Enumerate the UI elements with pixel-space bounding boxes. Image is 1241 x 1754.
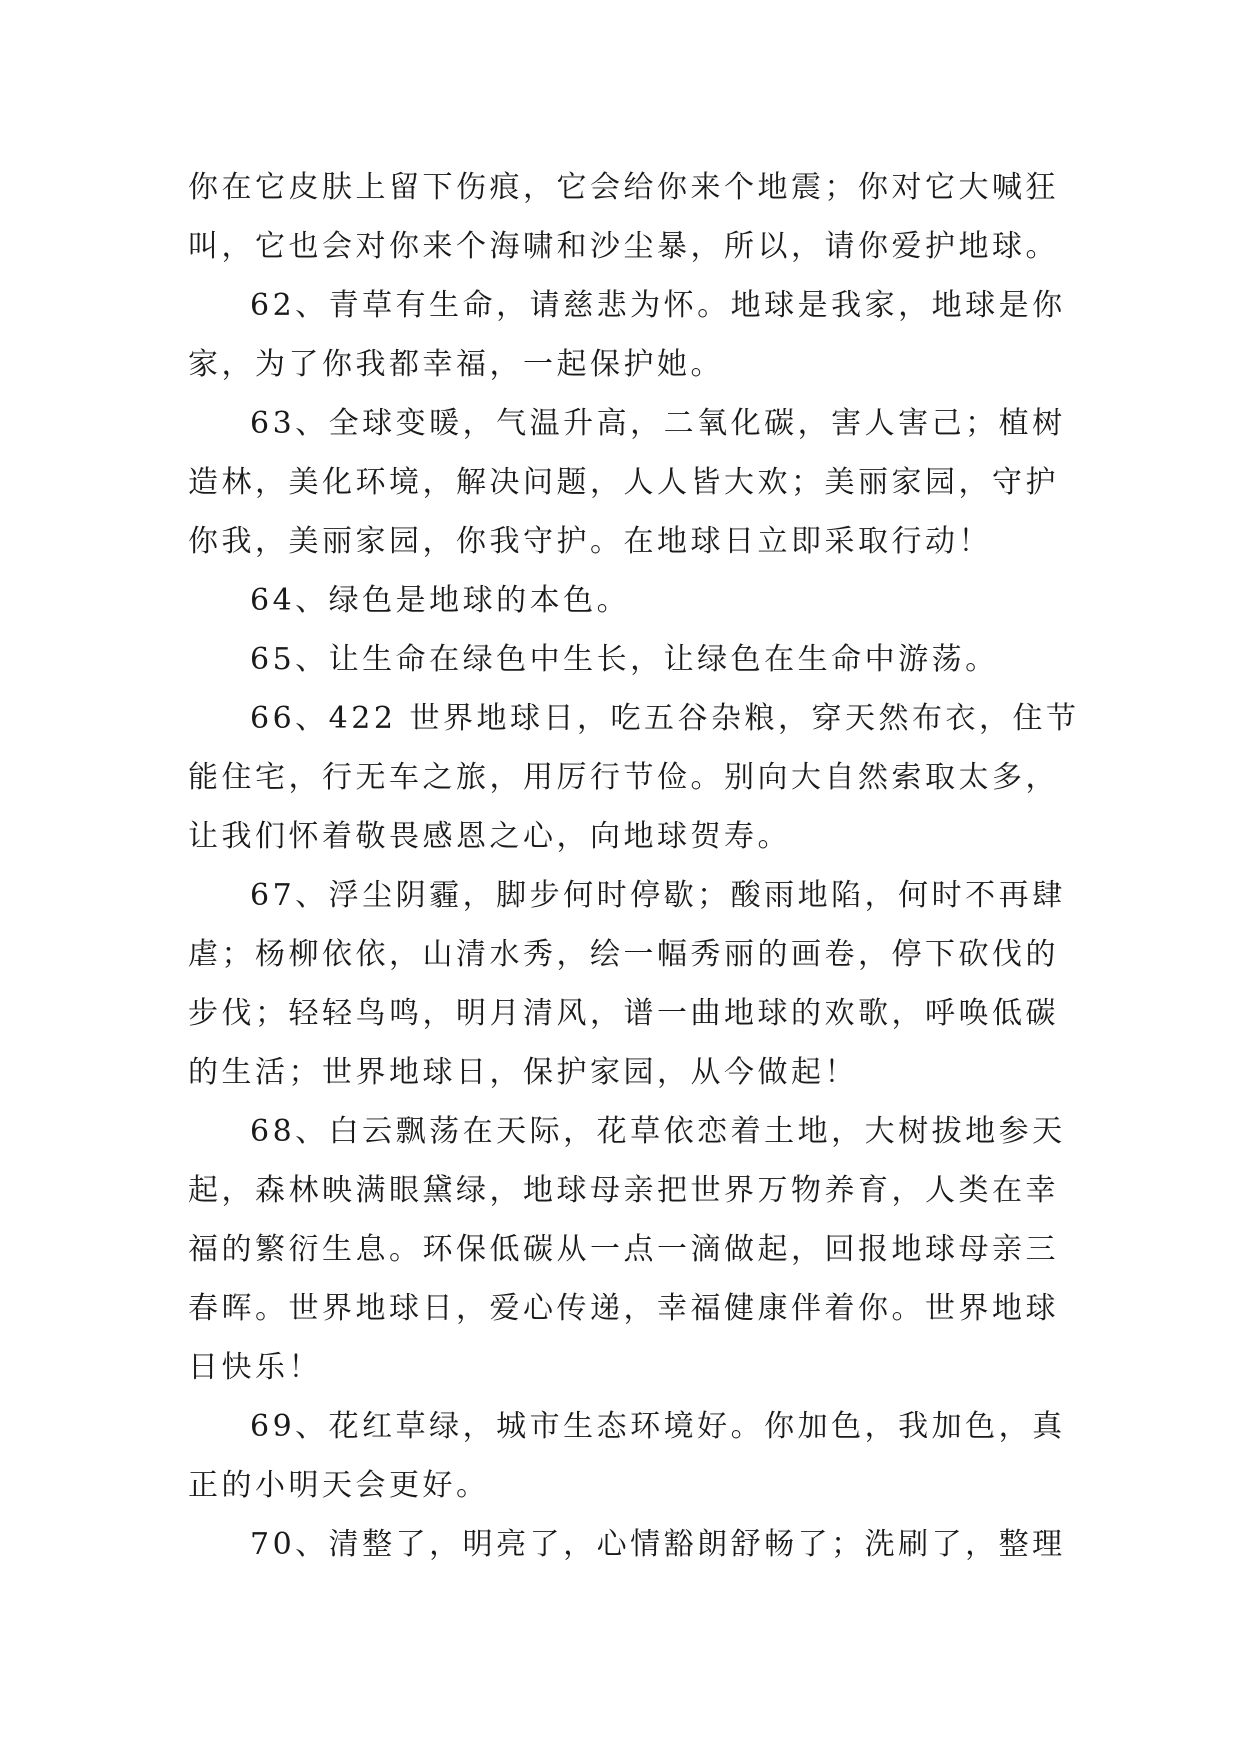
- text-line: 正的小明天会更好。: [188, 1468, 490, 1503]
- text-line: 家，为了你我都幸福，一起保护她。: [188, 347, 724, 382]
- text-line: 春晖。世界地球日，爱心传递，幸福健康伴着你。世界地球: [188, 1291, 1059, 1326]
- text-line: 能住宅，行无车之旅，用厉行节俭。别向大自然索取太多，: [188, 760, 1059, 795]
- text-line: 62、青草有生命，请慈悲为怀。地球是我家，地球是你: [250, 288, 1066, 323]
- text-line: 67、浮尘阴霾，脚步何时停歇；酸雨地陷，何时不再肆: [250, 878, 1066, 913]
- text-line: 65、让生命在绿色中生长，让绿色在生命中游荡。: [250, 642, 999, 677]
- text-line: 63、全球变暖，气温升高，二氧化碳，害人害己；植树: [250, 406, 1066, 441]
- text-line: 步伐；轻轻鸟鸣，明月清风，谱一曲地球的欢歌，呼唤低碳: [188, 996, 1059, 1031]
- text-line: 64、绿色是地球的本色。: [250, 583, 631, 618]
- text-line: 叫，它也会对你来个海啸和沙尘暴，所以，请你爱护地球。: [188, 229, 1059, 264]
- text-line: 你在它皮肤上留下伤痕，它会给你来个地震；你对它大喊狂: [188, 170, 1059, 205]
- text-line: 的生活；世界地球日，保护家园，从今做起！: [188, 1055, 858, 1090]
- text-line: 70、清整了，明亮了，心情豁朗舒畅了；洗刷了，整理: [250, 1527, 1066, 1562]
- text-line: 你我，美丽家园，你我守护。在地球日立即采取行动！: [188, 524, 992, 559]
- text-line: 让我们怀着敬畏感恩之心，向地球贺寿。: [188, 819, 791, 854]
- document-body: [188, 158, 1080, 1574]
- text-line: 日快乐！: [188, 1350, 322, 1385]
- text-line: 69、花红草绿，城市生态环境好。你加色，我加色，真: [250, 1409, 1066, 1444]
- text-line: 起，森林映满眼黛绿，地球母亲把世界万物养育，人类在幸: [188, 1173, 1059, 1208]
- text-line: 68、白云飘荡在天际，花草依恋着土地，大树拔地参天: [250, 1114, 1066, 1149]
- text-line: 66、422 世界地球日，吃五谷杂粮，穿天然布衣，住节: [250, 701, 1080, 736]
- text-line: 虐；杨柳依依，山清水秀，绘一幅秀丽的画卷，停下砍伐的: [188, 937, 1059, 972]
- text-line: 造林，美化环境，解决问题，人人皆大欢；美丽家园，守护: [188, 465, 1059, 500]
- text-line: 福的繁衍生息。环保低碳从一点一滴做起，回报地球母亲三: [188, 1232, 1059, 1267]
